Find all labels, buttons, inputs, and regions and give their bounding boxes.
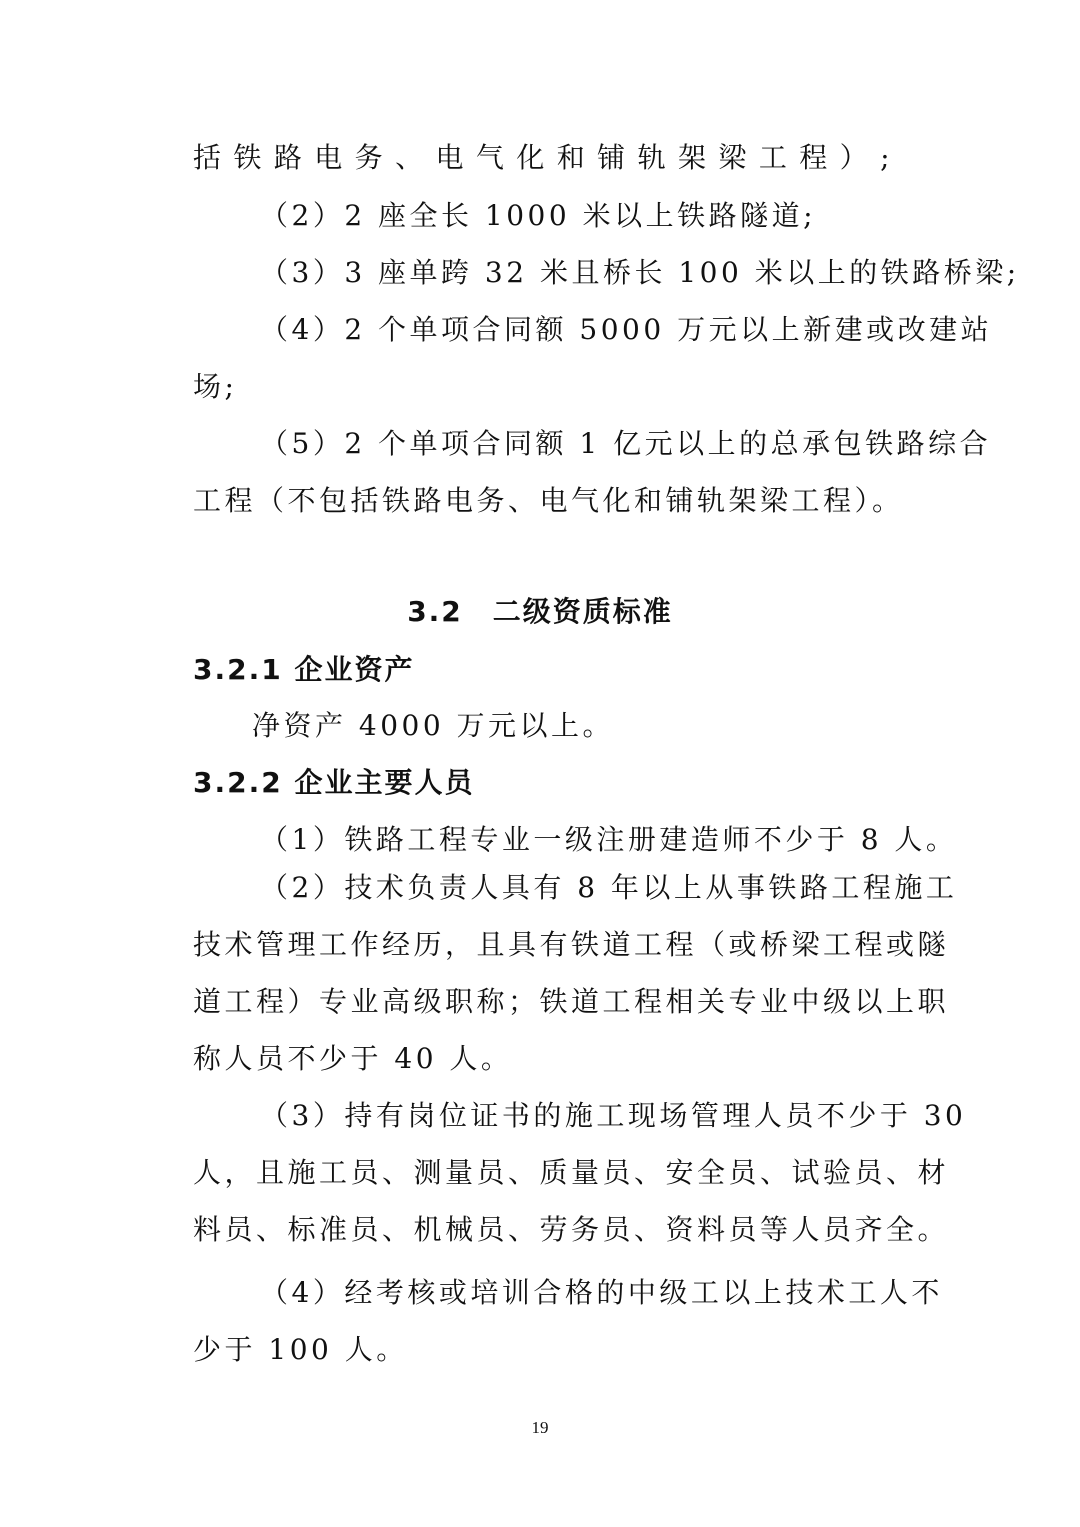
personnel-item-3-line-3: 料员、标准员、机械员、劳务员、资料员等人员齐全。 [193, 1213, 950, 1246]
personnel-item-3-line-1: （3）持有岗位证书的施工现场管理人员不少于 30 [260, 1099, 967, 1132]
assets-text: 净资产 4000 万元以上。 [252, 709, 615, 742]
personnel-item-2-line-3: 道工程）专业高级职称；铁道工程相关专业中级以上职 [193, 985, 950, 1018]
list-item-5-line-2: 工程（不包括铁路电务、电气化和铺轨架梁工程）。 [193, 484, 904, 517]
personnel-item-1: （1）铁路工程专业一级注册建造师不少于 8 人。 [260, 823, 958, 856]
personnel-item-2-line-2: 技术管理工作经历，且具有铁道工程（或桥梁工程或隧 [193, 928, 950, 961]
section-title: 3.2 二级资质标准 [407, 595, 673, 628]
list-item-3: （3）3 座单跨 32 米且桥长 100 米以上的铁路桥梁; [260, 256, 1020, 289]
list-item-2: （2）2 座全长 1000 米以上铁路隧道; [260, 199, 817, 232]
page-number: 19 [531, 1418, 549, 1437]
personnel-item-2-line-1: （2）技术负责人具有 8 年以上从事铁路工程施工 [260, 871, 958, 904]
text-line: 括铁路电务、电气化和铺轨架梁工程）; [193, 141, 893, 174]
subsection-heading-assets: 3.2.1 企业资产 [193, 653, 415, 686]
list-item-5-line-1: （5）2 个单项合同额 1 亿元以上的总承包铁路综合 [260, 427, 992, 460]
personnel-item-4-line-2: 少于 100 人。 [193, 1333, 408, 1366]
personnel-item-4-line-1: （4）经考核或培训合格的中级工以上技术工人不 [260, 1276, 943, 1309]
list-item-4-line-1: （4）2 个单项合同额 5000 万元以上新建或改建站 [260, 313, 993, 346]
subsection-heading-personnel: 3.2.2 企业主要人员 [193, 766, 475, 799]
personnel-item-3-line-2: 人，且施工员、测量员、质量员、安全员、试验员、材 [193, 1156, 950, 1189]
list-item-4-line-2: 场; [193, 370, 238, 403]
personnel-item-2-line-4: 称人员不少于 40 人。 [193, 1042, 513, 1075]
